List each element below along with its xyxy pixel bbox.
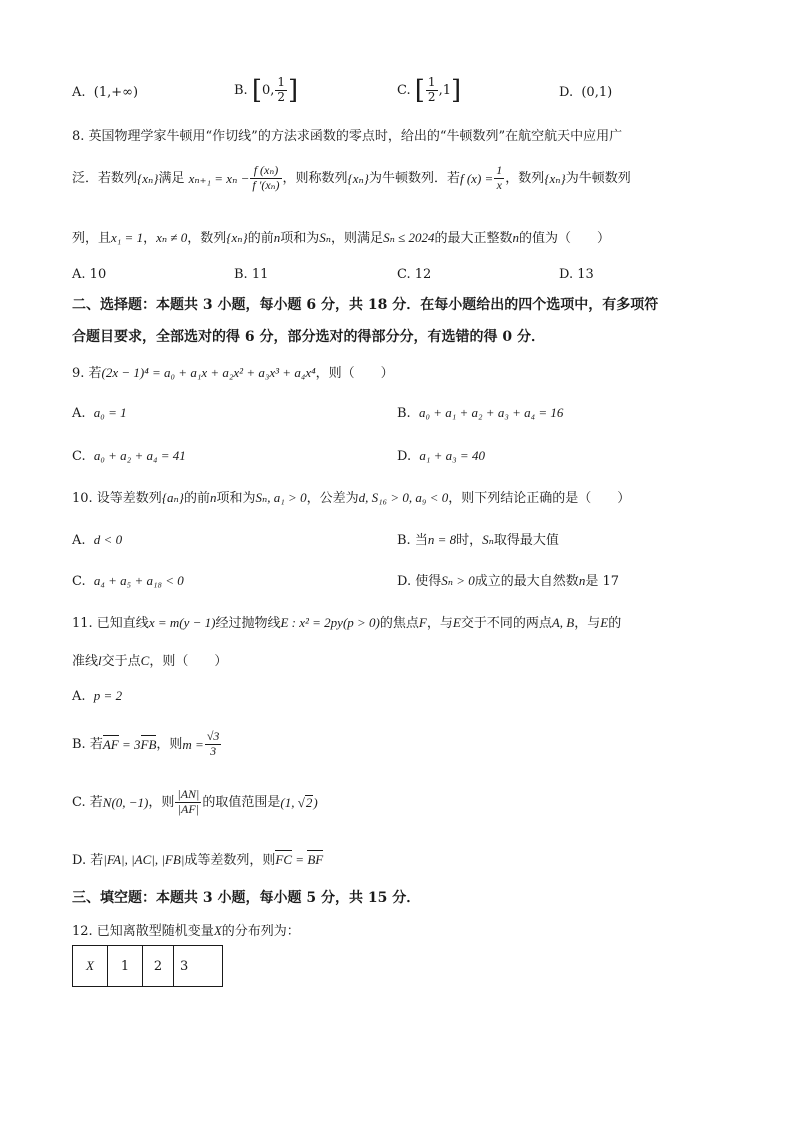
section3-heading: 三、填空题：本题共 3 小题，每小题 5 分，共 15 分． xyxy=(72,890,421,906)
table-cell-x: X xyxy=(73,946,108,987)
q7-option-a: A. (1,+∞) xyxy=(72,85,139,100)
table-cell: 3 xyxy=(174,946,223,987)
q7-option-c: C. [ $\frac{1}{2}$ ,1] xyxy=(397,75,462,106)
table-cell: 1 xyxy=(108,946,143,987)
table-cell: 2 xyxy=(143,946,174,987)
q9-option-d: D. a₁ + a₃ = 40 xyxy=(397,448,485,464)
section2-heading-line1: 二、选择题：本题共 3 小题，每小题 6 分，共 18 分．在每小题给出的四个选项中，有多项符 xyxy=(72,297,659,313)
q10-option-c: C. a₄ + a₅ + a₁₈ < 0 xyxy=(72,573,184,589)
q9-option-b: B. a₀ + a₁ + a₂ + a₃ + a₄ = 16 xyxy=(397,405,564,421)
q11-option-a: A. p = 2 xyxy=(72,688,123,704)
q8-line2: 泛．若数列{xₙ}满足 xₙ₊₁ = xₙ − $\frac{\text{f (xₙ)}}{\text{f ′(xₙ)}}$ ，则称数列{xₙ}为牛顿数列．若f (x) = $\frac{1}{x}$ ，数列{xₙ}为牛顿数列 xyxy=(72,163,631,192)
q11-stem-line2: 准线l交于点C，则（ ） xyxy=(72,653,228,669)
q11-stem-line1: 11. 已知直线x = m(y − 1)经过抛物线E : x² = 2py(p > 0)的焦点F，与E交于不同的两点A, B，与E的 xyxy=(72,615,622,631)
q11-option-b: B. 若AF = 3FB，则m = $\frac{√3}{3}$ xyxy=(72,729,220,758)
sqrt-two: 2 xyxy=(305,794,313,810)
q10-option-d: D. 使得Sₙ > 0成立的最大自然数n是 17 xyxy=(397,573,619,589)
q8-option-a: A. 10 xyxy=(72,267,107,282)
q7-option-b: B. [0, $\frac{1}{2}$ ] xyxy=(234,75,299,106)
vector-fc: FC xyxy=(275,852,293,867)
q8-option-c: C. 12 xyxy=(397,267,432,282)
section2-heading-line2: 合题目要求，全部选对的得 6 分，部分选对的得部分分，有选错的得 0 分． xyxy=(72,329,545,345)
q7-option-a-text: (1,+∞) xyxy=(93,85,139,100)
vector-bf: BF xyxy=(307,852,324,867)
q9-option-c: C. a₀ + a₂ + a₄ = 41 xyxy=(72,448,186,464)
distribution-table xyxy=(72,945,223,987)
q11-option-d: D. 若|FA|, |AC|, |FB|成等差数列，则FC = BF xyxy=(72,852,324,868)
table-row xyxy=(73,946,223,987)
q11-option-c: C. 若N(0, −1)，则 $\frac{|AN|}{|AF|}$ 的取值范围是(1, √2) xyxy=(72,787,318,816)
q9-option-a: A. a₀ = 1 xyxy=(72,405,127,421)
q10-stem: 10. 设等差数列{aₙ}的前n项和为Sₙ, a₁ > 0，公差为d, S₁₆ > 0, a₉ < 0，则下列结论正确的是（ ） xyxy=(72,490,631,506)
q12-stem: 12. 已知离散型随机变量X的分布列为： xyxy=(72,923,300,939)
q10-option-a: A. d < 0 xyxy=(72,532,123,548)
q8-option-b: B. 11 xyxy=(234,267,269,282)
q10-option-b: B. 当n = 8时，Sₙ取得最大值 xyxy=(397,532,559,548)
vector-fb: FB xyxy=(140,736,157,752)
q8-option-d: D. 13 xyxy=(559,267,594,282)
q7-option-d: D. (0,1) xyxy=(559,85,613,100)
q8-line1: 8. 英国物理学家牛顿用“作切线”的方法求函数的零点时，给出的“牛顿数列”在航空航天中应用广 xyxy=(72,129,623,144)
vector-af: AF xyxy=(102,736,119,752)
q8-line3: 列，且x₁ = 1，xₙ ≠ 0，数列{xₙ}的前n项和为Sₙ，则满足Sₙ ≤ 2024的最大正整数n的值为（ ） xyxy=(72,230,610,246)
q9-stem: 9. 若(2x − 1)⁴ = a₀ + a₁x + a₂x² + a₃x³ + a₄x⁴，则（ ） xyxy=(72,365,394,381)
